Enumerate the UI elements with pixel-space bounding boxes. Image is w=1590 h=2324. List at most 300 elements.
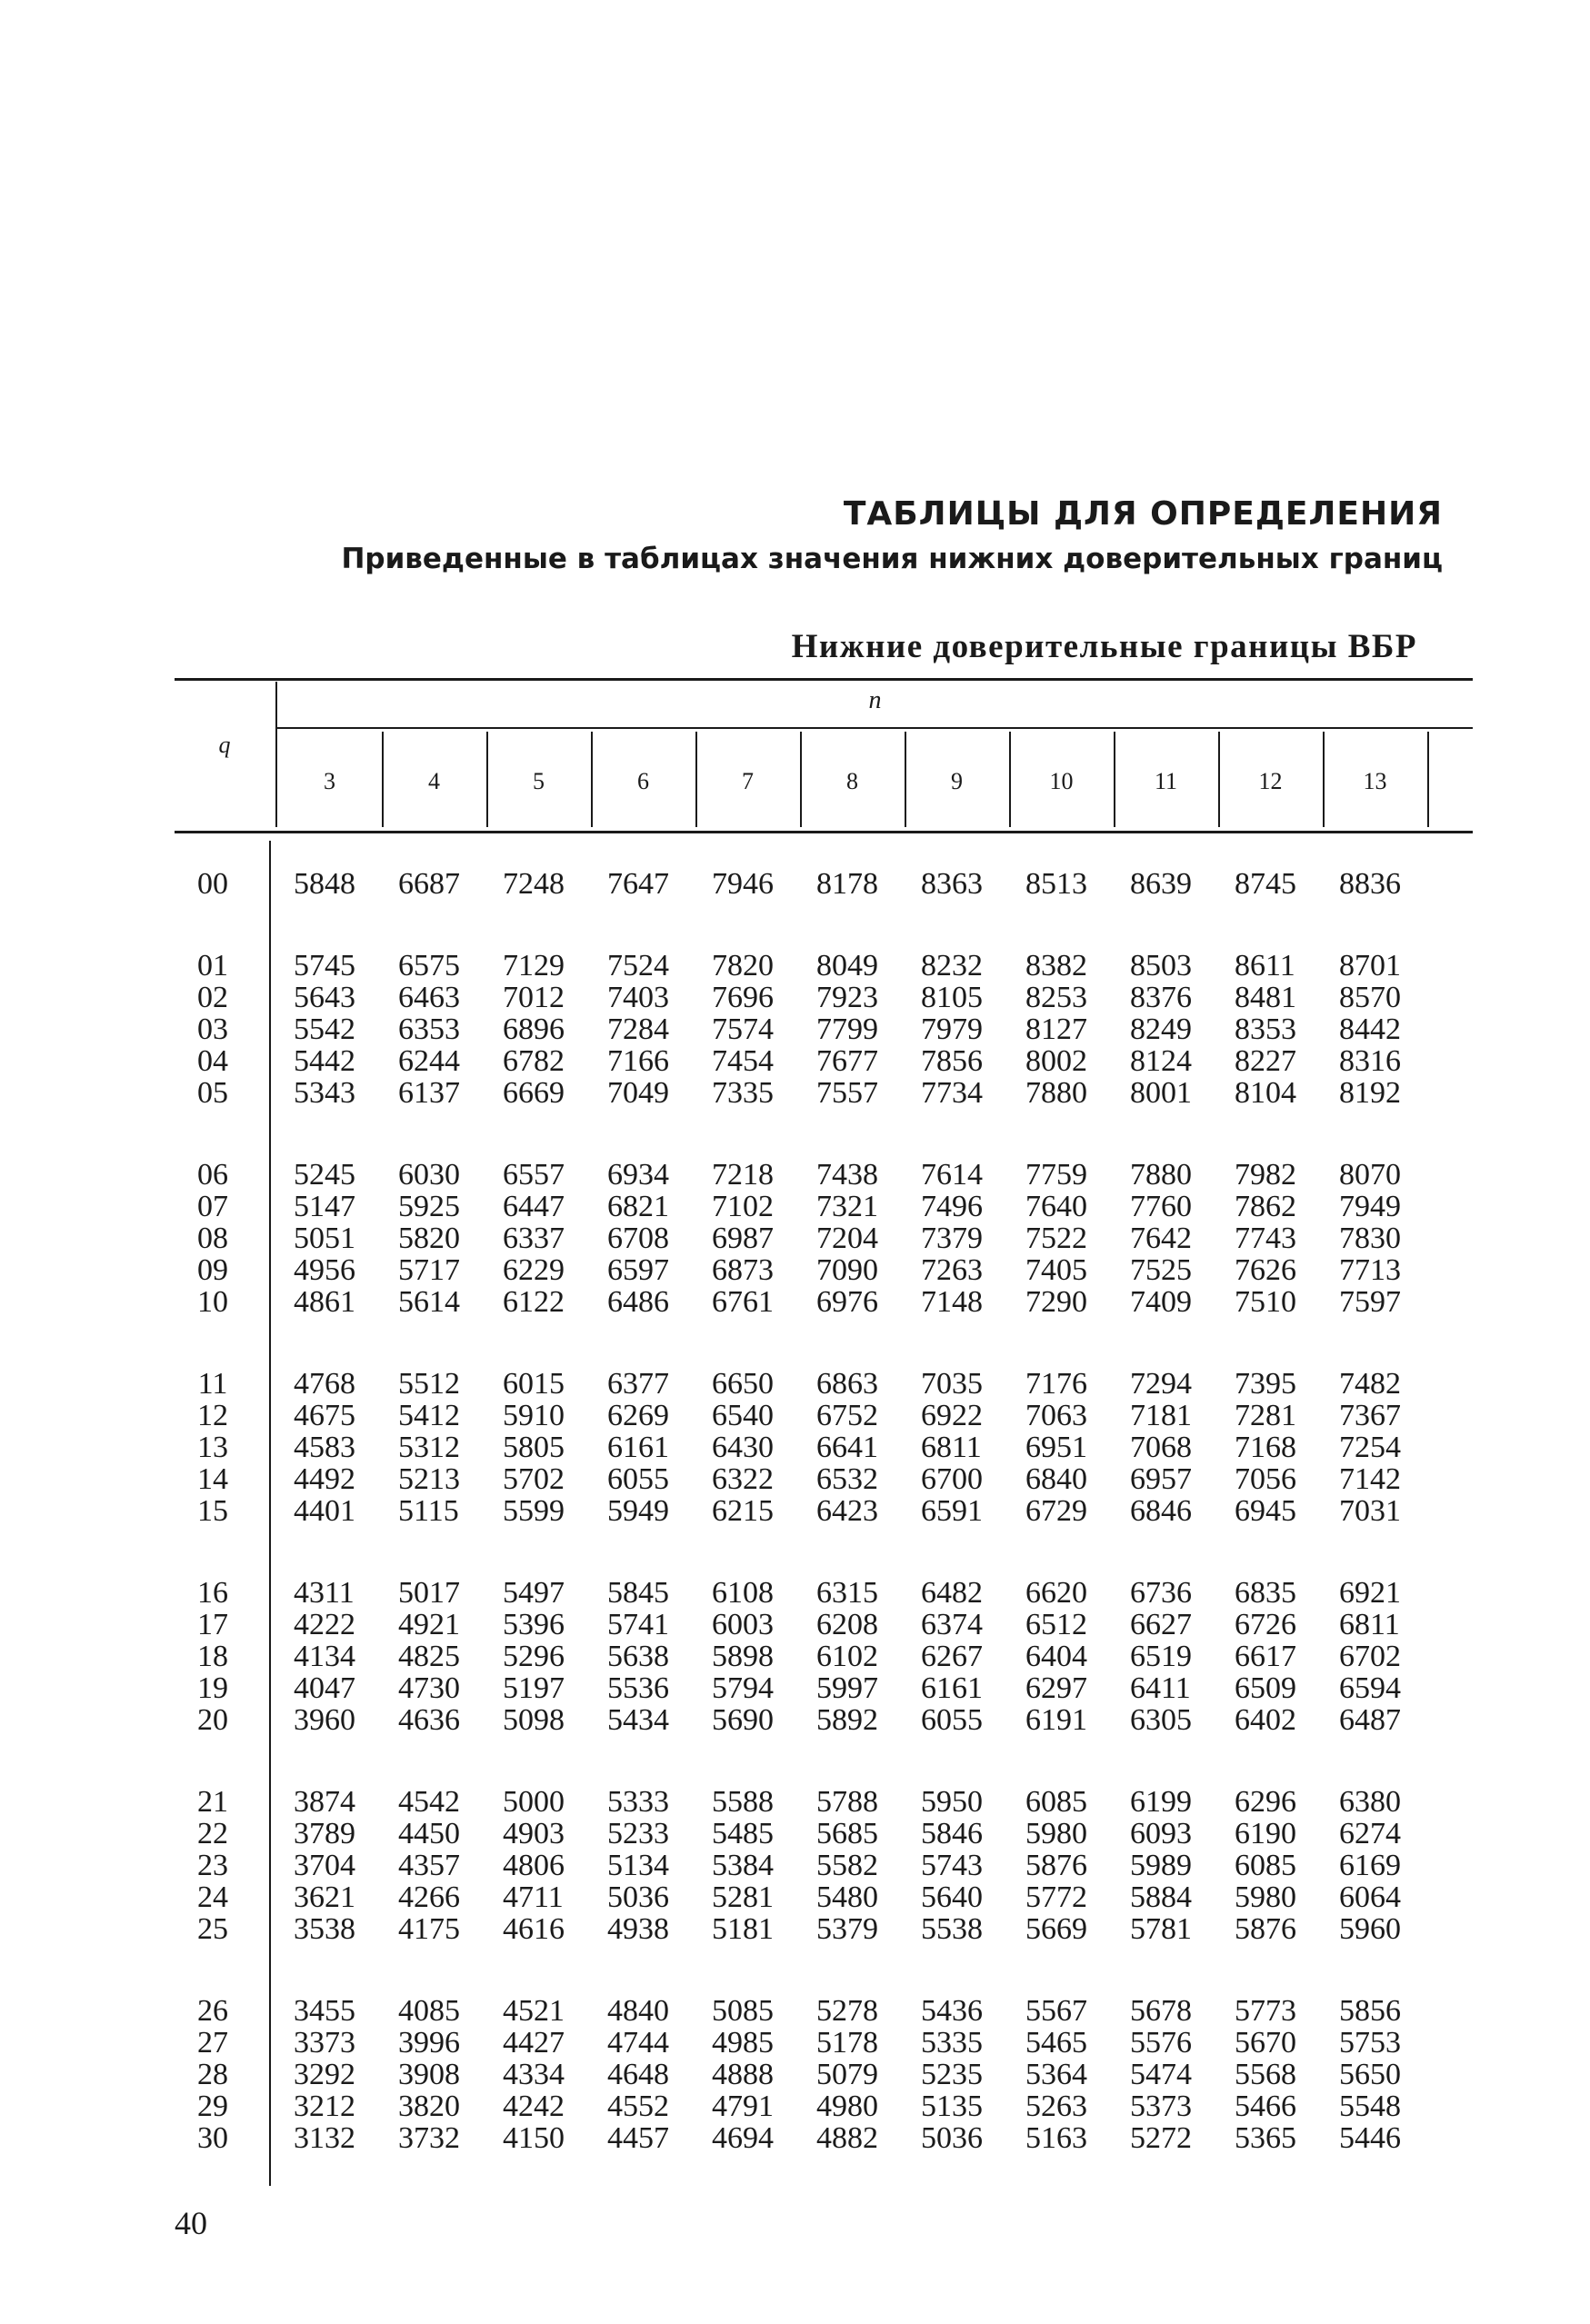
table-cell: 7626 <box>1235 1253 1296 1287</box>
table-cell: 4806 <box>503 1849 565 1882</box>
table-cell: 4401 <box>294 1494 355 1528</box>
table-cell: 7438 <box>816 1158 878 1192</box>
table-cell: 7290 <box>1025 1285 1087 1319</box>
table-cell: 4311 <box>294 1576 355 1610</box>
column-header: 6 <box>637 768 649 794</box>
table-cell: 4730 <box>398 1671 460 1705</box>
table-cell: 5643 <box>294 981 355 1014</box>
table-cell: 5846 <box>921 1817 983 1850</box>
table-cell: 5614 <box>398 1285 460 1319</box>
table-cell: 4242 <box>503 2090 565 2123</box>
table-cell: 4768 <box>294 1367 355 1401</box>
table-cell: 7759 <box>1025 1158 1087 1192</box>
table-cell: 5678 <box>1130 1994 1192 2028</box>
column-header: 13 <box>1363 768 1387 794</box>
table-cell: 4492 <box>294 1462 355 1496</box>
table-cell: 7640 <box>1025 1190 1087 1223</box>
table-cell: 7090 <box>816 1253 878 1287</box>
column-header: 7 <box>742 768 754 794</box>
table-cell: 6267 <box>921 1640 983 1673</box>
table-cell: 4648 <box>607 2058 669 2091</box>
table-cell: 5312 <box>398 1431 460 1464</box>
table-cell: 7949 <box>1339 1190 1401 1223</box>
table-cell: 6190 <box>1235 1817 1296 1850</box>
table-cell: 6617 <box>1235 1640 1296 1673</box>
table-cell: 5364 <box>1025 2058 1087 2091</box>
table-cell: 4694 <box>712 2121 774 2155</box>
table-cell: 7557 <box>816 1076 878 1110</box>
table-cell: 5365 <box>1235 2121 1296 2155</box>
table-cell: 5949 <box>607 1494 669 1528</box>
table-cell: 6700 <box>921 1462 983 1496</box>
row-label: 17 <box>197 1608 228 1641</box>
table-cell: 8249 <box>1130 1012 1192 1046</box>
table-cell: 4956 <box>294 1253 355 1287</box>
column-header: 12 <box>1258 768 1283 794</box>
table-cell: 4542 <box>398 1785 460 1819</box>
row-label: 06 <box>197 1158 228 1192</box>
table-cell: 4552 <box>607 2090 669 2123</box>
column-header: 3 <box>324 768 335 794</box>
row-label: 28 <box>197 2058 228 2091</box>
table-cell: 7405 <box>1025 1253 1087 1287</box>
row-label: 12 <box>197 1399 228 1432</box>
table-cell: 5213 <box>398 1462 460 1496</box>
table-top-rule <box>175 678 1473 681</box>
header-bottom-rule <box>175 831 1473 833</box>
table-cell: 7056 <box>1235 1462 1296 1496</box>
table-cell: 3704 <box>294 1849 355 1882</box>
table-cell: 6934 <box>607 1158 669 1192</box>
table-cell: 5335 <box>921 2026 983 2060</box>
table-cell: 6215 <box>712 1494 774 1528</box>
table-cell: 5884 <box>1130 1880 1192 1914</box>
table-cell: 6811 <box>921 1431 982 1464</box>
table-cell: 6627 <box>1130 1608 1192 1641</box>
table-cell: 6229 <box>503 1253 565 1287</box>
table-cell: 4334 <box>503 2058 565 2091</box>
table-cell: 5805 <box>503 1431 565 1464</box>
table-cell: 6108 <box>712 1576 774 1610</box>
table-cell: 5638 <box>607 1640 669 1673</box>
table-cell: 4791 <box>712 2090 774 2123</box>
table-cell: 6377 <box>607 1367 669 1401</box>
table-cell: 6122 <box>503 1285 565 1319</box>
table-cell: 4888 <box>712 2058 774 2091</box>
table-cell: 6093 <box>1130 1817 1192 1850</box>
table-cell: 7335 <box>712 1076 774 1110</box>
table-cell: 7181 <box>1130 1399 1192 1432</box>
table-cell: 7129 <box>503 949 565 982</box>
table-cell: 7379 <box>921 1222 983 1255</box>
table-cell: 5135 <box>921 2090 983 2123</box>
table-cell: 7254 <box>1339 1431 1401 1464</box>
column-header: 9 <box>951 768 963 794</box>
row-label: 00 <box>197 867 228 901</box>
table-cell: 4861 <box>294 1285 355 1319</box>
table-cell: 7713 <box>1339 1253 1401 1287</box>
table-cell: 7218 <box>712 1158 774 1192</box>
table-cell: 5281 <box>712 1880 774 1914</box>
table-cell: 5997 <box>816 1671 878 1705</box>
table-cell: 6708 <box>607 1222 669 1255</box>
table-cell: 6191 <box>1025 1703 1087 1737</box>
table-cell: 3732 <box>398 2121 460 2155</box>
table-cell: 7923 <box>816 981 878 1014</box>
table-cell: 5147 <box>294 1190 355 1223</box>
table-cell: 5950 <box>921 1785 983 1819</box>
table-cell: 7409 <box>1130 1285 1192 1319</box>
table-cell: 7510 <box>1235 1285 1296 1319</box>
table-cell: 5576 <box>1130 2026 1192 2060</box>
table-cell: 6540 <box>712 1399 774 1432</box>
table-cell: 5588 <box>712 1785 774 1819</box>
table-cell: 3538 <box>294 1912 355 1946</box>
table-cell: 8316 <box>1339 1044 1401 1078</box>
table-cell: 5036 <box>921 2121 983 2155</box>
table-cell: 7403 <box>607 981 669 1014</box>
table-cell: 3455 <box>294 1994 355 2028</box>
table-cell: 5017 <box>398 1576 460 1610</box>
table-cell: 5820 <box>398 1222 460 1255</box>
table-cell: 5245 <box>294 1158 355 1192</box>
table-cell: 5745 <box>294 949 355 982</box>
table-cell: 4427 <box>503 2026 565 2060</box>
table-cell: 6557 <box>503 1158 565 1192</box>
table-cell: 7395 <box>1235 1367 1296 1401</box>
table-cell: 6380 <box>1339 1785 1401 1819</box>
table-cell: 4450 <box>398 1817 460 1850</box>
row-label: 27 <box>197 2026 228 2060</box>
table-cell: 7049 <box>607 1076 669 1110</box>
table-cell: 7862 <box>1235 1190 1296 1223</box>
table-cell: 7263 <box>921 1253 983 1287</box>
table-cell: 7760 <box>1130 1190 1192 1223</box>
table-cell: 4636 <box>398 1703 460 1737</box>
table-cell: 5980 <box>1025 1817 1087 1850</box>
table-cell: 4825 <box>398 1640 460 1673</box>
table-cell: 7880 <box>1130 1158 1192 1192</box>
table-cell: 7677 <box>816 1044 878 1078</box>
row-label: 08 <box>197 1222 228 1255</box>
table-cell: 6863 <box>816 1367 878 1401</box>
table-cell: 3373 <box>294 2026 355 2060</box>
table-cell: 5582 <box>816 1849 878 1882</box>
table-cell: 6463 <box>398 981 460 1014</box>
table-cell: 8178 <box>816 867 878 901</box>
table-cell: 6085 <box>1025 1785 1087 1819</box>
table-cell: 6951 <box>1025 1431 1087 1464</box>
table-cell: 6055 <box>921 1703 983 1737</box>
table-cell: 5373 <box>1130 2090 1192 2123</box>
column-header: 4 <box>428 768 440 794</box>
table-cell: 6840 <box>1025 1462 1087 1496</box>
page-number: 40 <box>175 2205 207 2241</box>
table-cell: 7597 <box>1339 1285 1401 1319</box>
table-cell: 6896 <box>503 1012 565 1046</box>
table-cell: 5181 <box>712 1912 774 1946</box>
table-cell: 7696 <box>712 981 774 1014</box>
table-cell: 6085 <box>1235 1849 1296 1882</box>
table-cell: 5480 <box>816 1880 878 1914</box>
table-cell: 5794 <box>712 1671 774 1705</box>
header-group-rule <box>277 727 1473 729</box>
table-cell: 5412 <box>398 1399 460 1432</box>
table-cell: 5773 <box>1235 1994 1296 2028</box>
page-title: ТАБЛИЦЫ ДЛЯ ОПРЕДЕЛЕНИЯ <box>843 495 1443 533</box>
table-cell: 6922 <box>921 1399 983 1432</box>
table-cell: 6055 <box>607 1462 669 1496</box>
table-cell: 6957 <box>1130 1462 1192 1496</box>
table-cell: 8570 <box>1339 981 1401 1014</box>
table-cell: 8611 <box>1235 949 1295 982</box>
table-cell: 5512 <box>398 1367 460 1401</box>
table-cell: 5743 <box>921 1849 983 1882</box>
table-cell: 3996 <box>398 2026 460 2060</box>
table-cell: 5436 <box>921 1994 983 2028</box>
table-cell: 5568 <box>1235 2058 1296 2091</box>
table-cell: 6244 <box>398 1044 460 1078</box>
table-cell: 5845 <box>607 1576 669 1610</box>
table-cell: 4744 <box>607 2026 669 2060</box>
table-cell: 5690 <box>712 1703 774 1737</box>
table-cell: 5343 <box>294 1076 355 1110</box>
table-cell: 5925 <box>398 1190 460 1223</box>
table-cell: 7856 <box>921 1044 983 1078</box>
table-cell: 6486 <box>607 1285 669 1319</box>
table-cell: 6003 <box>712 1608 774 1641</box>
table-cell: 4150 <box>503 2121 565 2155</box>
table-cell: 7880 <box>1025 1076 1087 1110</box>
table-cell: 6687 <box>398 867 460 901</box>
table-cell: 5892 <box>816 1703 878 1737</box>
table-cell: 5538 <box>921 1912 983 1946</box>
table-cell: 6532 <box>816 1462 878 1496</box>
table-cell: 7321 <box>816 1190 878 1223</box>
table-cell: 5079 <box>816 2058 878 2091</box>
row-label: 23 <box>197 1849 228 1882</box>
table-cell: 6402 <box>1235 1703 1296 1737</box>
table-cell: 3212 <box>294 2090 355 2123</box>
table-cell: 8701 <box>1339 949 1401 982</box>
table-cell: 4882 <box>816 2121 878 2155</box>
table-cell: 7496 <box>921 1190 983 1223</box>
table-cell: 5548 <box>1339 2090 1401 2123</box>
table-cell: 5163 <box>1025 2121 1087 2155</box>
table-cell: 8363 <box>921 867 983 901</box>
table-cell: 5178 <box>816 2026 878 2060</box>
table-cell: 7012 <box>503 981 565 1014</box>
table-cell: 5876 <box>1025 1849 1087 1882</box>
table-cell: 8002 <box>1025 1044 1087 1078</box>
table-cell: 6487 <box>1339 1703 1401 1737</box>
table-cell: 6030 <box>398 1158 460 1192</box>
table-cell: 6519 <box>1130 1640 1192 1673</box>
table-cell: 8124 <box>1130 1044 1192 1078</box>
row-label: 15 <box>197 1494 228 1528</box>
table-cell: 6064 <box>1339 1880 1401 1914</box>
table-cell: 7647 <box>607 867 669 901</box>
table-cell: 8105 <box>921 981 983 1014</box>
table-cell: 8192 <box>1339 1076 1401 1110</box>
table-cell: 5442 <box>294 1044 355 1078</box>
table-cell: 4085 <box>398 1994 460 2028</box>
table-cell: 5781 <box>1130 1912 1192 1946</box>
row-label: 03 <box>197 1012 228 1046</box>
table-cell: 6782 <box>503 1044 565 1078</box>
table-cell: 6447 <box>503 1190 565 1223</box>
table-cell: 8001 <box>1130 1076 1192 1110</box>
row-label: 25 <box>197 1912 228 1946</box>
table-cell: 3820 <box>398 2090 460 2123</box>
table-cell: 6976 <box>816 1285 878 1319</box>
table-cell: 5848 <box>294 867 355 901</box>
row-label: 19 <box>197 1671 228 1705</box>
table-cell: 5856 <box>1339 1994 1401 2028</box>
table-cell: 6945 <box>1235 1494 1296 1528</box>
table-cell: 7642 <box>1130 1222 1192 1255</box>
table-cell: 6374 <box>921 1608 983 1641</box>
table-cell: 4521 <box>503 1994 565 2028</box>
table-cell: 8353 <box>1235 1012 1296 1046</box>
table-cell: 5485 <box>712 1817 774 1850</box>
table-cell: 5051 <box>294 1222 355 1255</box>
body-column-rule <box>269 841 271 2186</box>
table-cell: 8745 <box>1235 867 1296 901</box>
table-cell: 7068 <box>1130 1431 1192 1464</box>
table-cell: 6811 <box>1339 1608 1400 1641</box>
table-cell: 7142 <box>1339 1462 1401 1496</box>
table-cell: 5233 <box>607 1817 669 1850</box>
table-cell: 8127 <box>1025 1012 1087 1046</box>
table-cell: 5434 <box>607 1703 669 1737</box>
row-label: 13 <box>197 1431 228 1464</box>
table-cell: 5685 <box>816 1817 878 1850</box>
table-cell: 7176 <box>1025 1367 1087 1401</box>
table-cell: 5898 <box>712 1640 774 1673</box>
table-cell: 4457 <box>607 2121 669 2155</box>
table-cell: 5000 <box>503 1785 565 1819</box>
table-cell: 8382 <box>1025 949 1087 982</box>
table-cell: 4903 <box>503 1817 565 1850</box>
table-cell: 6620 <box>1025 1576 1087 1610</box>
table-cell: 6729 <box>1025 1494 1087 1528</box>
table-cell: 6404 <box>1025 1640 1087 1673</box>
row-label: 24 <box>197 1880 228 1914</box>
table-cell: 8503 <box>1130 949 1192 982</box>
table-cell: 7035 <box>921 1367 983 1401</box>
table-cell: 4175 <box>398 1912 460 1946</box>
table-cell: 6269 <box>607 1399 669 1432</box>
table-cell: 4938 <box>607 1912 669 1946</box>
table-cell: 5197 <box>503 1671 565 1705</box>
row-label: 01 <box>197 949 228 982</box>
table-cell: 4357 <box>398 1849 460 1882</box>
table-cell: 5650 <box>1339 2058 1401 2091</box>
table-cell: 7743 <box>1235 1222 1296 1255</box>
table-cell: 7102 <box>712 1190 774 1223</box>
table-cell: 6315 <box>816 1576 878 1610</box>
table-cell: 7284 <box>607 1012 669 1046</box>
header-column-rule <box>1427 732 1429 827</box>
table-cell: 7367 <box>1339 1399 1401 1432</box>
table-cell: 7524 <box>607 949 669 982</box>
row-label: 20 <box>197 1703 228 1737</box>
table-cell: 6015 <box>503 1367 565 1401</box>
row-label: 26 <box>197 1994 228 2028</box>
table-cell: 8227 <box>1235 1044 1296 1078</box>
table-cell: 3789 <box>294 1817 355 1850</box>
table-cell: 7168 <box>1235 1431 1296 1464</box>
table-cell: 6726 <box>1235 1608 1296 1641</box>
table-cell: 5497 <box>503 1576 565 1610</box>
table-cell: 5235 <box>921 2058 983 2091</box>
table-cell: 3132 <box>294 2121 355 2155</box>
table-cell: 6169 <box>1339 1849 1401 1882</box>
table-cell: 4985 <box>712 2026 774 2060</box>
table-cell: 7294 <box>1130 1367 1192 1401</box>
table-cell: 5384 <box>712 1849 774 1882</box>
table-cell: 6161 <box>607 1431 669 1464</box>
table-cell: 6591 <box>921 1494 983 1528</box>
table-cell: 5670 <box>1235 2026 1296 2060</box>
row-label: 05 <box>197 1076 228 1110</box>
table-cell: 6752 <box>816 1399 878 1432</box>
table-cell: 7734 <box>921 1076 983 1110</box>
column-header: 8 <box>846 768 858 794</box>
table-cell: 4980 <box>816 2090 878 2123</box>
row-label: 11 <box>197 1367 228 1401</box>
table-cell: 6873 <box>712 1253 774 1287</box>
q-label: q <box>218 732 231 758</box>
table-cell: 3874 <box>294 1785 355 1819</box>
column-header: 11 <box>1154 768 1178 794</box>
table-cell: 8639 <box>1130 867 1192 901</box>
table-cell: 6597 <box>607 1253 669 1287</box>
table-cell: 5741 <box>607 1608 669 1641</box>
table-cell: 4266 <box>398 1880 460 1914</box>
table-cell: 7830 <box>1339 1222 1401 1255</box>
table-cell: 5753 <box>1339 2026 1401 2060</box>
row-label: 09 <box>197 1253 228 1287</box>
table-cell: 4047 <box>294 1671 355 1705</box>
table-cell: 7204 <box>816 1222 878 1255</box>
table-cell: 7522 <box>1025 1222 1087 1255</box>
table-cell: 5717 <box>398 1253 460 1287</box>
table-cell: 6921 <box>1339 1576 1401 1610</box>
table-cell: 7820 <box>712 949 774 982</box>
table-cell: 5296 <box>503 1640 565 1673</box>
table-cell: 6411 <box>1130 1671 1191 1705</box>
table-cell: 6296 <box>1235 1785 1296 1819</box>
table-cell: 4840 <box>607 1994 669 2028</box>
table-cell: 5772 <box>1025 1880 1087 1914</box>
table-cell: 3908 <box>398 2058 460 2091</box>
table-cell: 5333 <box>607 1785 669 1819</box>
row-label: 02 <box>197 981 228 1014</box>
table-cell: 7799 <box>816 1012 878 1046</box>
row-label: 30 <box>197 2121 228 2155</box>
table-cell: 6430 <box>712 1431 774 1464</box>
table-cell: 5465 <box>1025 2026 1087 2060</box>
table-cell: 6736 <box>1130 1576 1192 1610</box>
table-cell: 4675 <box>294 1399 355 1432</box>
table-cell: 6835 <box>1235 1576 1296 1610</box>
table-cell: 6137 <box>398 1076 460 1110</box>
n-label: n <box>868 686 882 714</box>
row-label: 16 <box>197 1576 228 1610</box>
table-cell: 5379 <box>816 1912 878 1946</box>
